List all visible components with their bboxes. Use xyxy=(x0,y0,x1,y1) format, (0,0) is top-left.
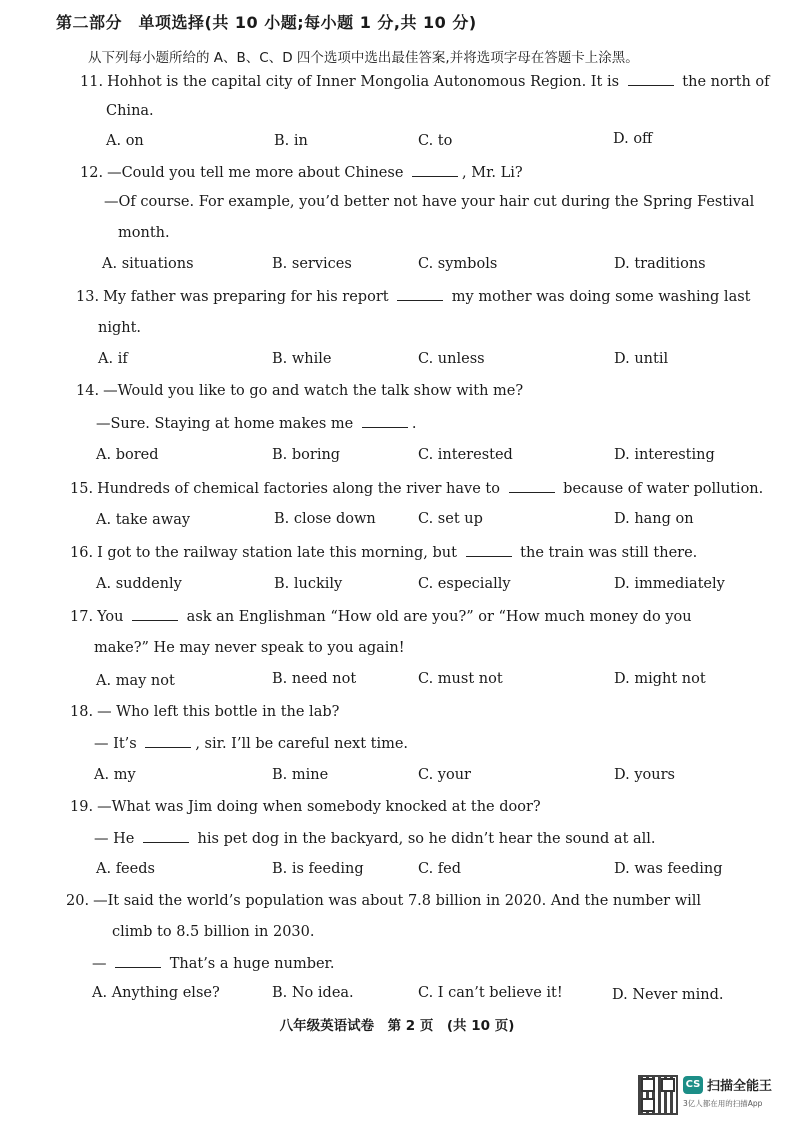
option-c: C. unless xyxy=(418,351,485,367)
answer-blank xyxy=(115,955,161,968)
question-number: 19. xyxy=(70,799,94,815)
camscanner-tagline: 3亿人都在用的扫描App xyxy=(683,1099,763,1108)
answer-blank xyxy=(143,830,189,843)
question-12-line-2: —Of course. For example, you’d better not have your hair cut during the Spring Festival xyxy=(104,194,755,210)
option-c: C. to xyxy=(418,133,453,149)
option-a: A. if xyxy=(98,351,128,367)
question-number: 14. xyxy=(76,383,100,399)
question-14-line-1: 14. —Would you like to go and watch the talk show with me? xyxy=(76,383,524,399)
option-d: D. until xyxy=(614,351,669,367)
option-b: B. in xyxy=(274,133,308,149)
question-12-line-3: month. xyxy=(118,225,170,241)
question-14-line-2: —Sure. Staying at home makes me . xyxy=(96,416,417,432)
option-d: D. Never mind. xyxy=(612,987,724,1003)
option-d: D. off xyxy=(613,131,653,147)
question-17-line-1: 17. You ask an Englishman “How old are you?” or “How much money do you xyxy=(70,609,692,625)
question-11-line-1: 11. Hohhot is the capital city of Inner Mongolia Autonomous Region. It is the north of xyxy=(80,74,770,90)
option-c: C. especially xyxy=(418,576,511,592)
option-c: C. interested xyxy=(418,447,513,463)
question-19-line-1: 19. —What was Jim doing when somebody knocked at the door? xyxy=(70,799,541,815)
option-a: A. take away xyxy=(96,512,191,528)
option-d: D. yours xyxy=(614,767,675,783)
camscanner-logo-icon: CS xyxy=(683,1076,703,1094)
question-20-line-1: 20. —It said the world’s population was about 7.8 billion in 2020. And the number will xyxy=(66,893,702,909)
option-c: C. your xyxy=(418,767,471,783)
option-a: A. on xyxy=(106,133,144,149)
option-d: D. was feeding xyxy=(614,861,723,877)
question-20-line-2: climb to 8.5 billion in 2030. xyxy=(112,924,315,940)
page-footer: 八年级英语试卷 第 2 页 (共 10 页) xyxy=(279,1018,515,1034)
option-a: A. bored xyxy=(96,447,159,463)
question-13-line-2: night. xyxy=(98,320,142,336)
option-c: C. I can’t believe it! xyxy=(418,985,563,1001)
option-c: C. fed xyxy=(418,861,462,877)
question-12-line-1: 12. —Could you tell me more about Chinese , Mr. Li? xyxy=(80,165,523,181)
option-b: B. No idea. xyxy=(272,985,354,1001)
question-number: 16. xyxy=(70,545,94,561)
answer-blank xyxy=(145,735,191,748)
option-b: B. need not xyxy=(272,671,357,687)
option-b: B. luckily xyxy=(274,576,343,592)
option-a: A. situations xyxy=(102,256,194,272)
option-a: A. my xyxy=(94,767,136,783)
option-b: B. while xyxy=(272,351,332,367)
option-b: B. mine xyxy=(272,767,329,783)
option-d: D. hang on xyxy=(614,511,694,527)
question-11-line-2: China. xyxy=(106,103,154,119)
option-d: D. traditions xyxy=(614,256,706,272)
question-number: 17. xyxy=(70,609,94,625)
option-a: A. may not xyxy=(96,673,175,689)
option-c: C. symbols xyxy=(418,256,498,272)
answer-blank xyxy=(362,415,408,428)
question-19-line-2: — He his pet dog in the backyard, so he didn’t hear the sound at all. xyxy=(94,831,656,847)
answer-blank xyxy=(132,608,178,621)
option-b: B. is feeding xyxy=(272,861,364,877)
question-13-line-1: 13. My father was preparing for his report my mother was doing some washing last xyxy=(76,289,751,305)
option-a: A. suddenly xyxy=(96,576,182,592)
option-b: B. boring xyxy=(272,447,341,463)
question-20-line-3: — That’s a huge number. xyxy=(92,956,335,972)
option-d: D. immediately xyxy=(614,576,725,592)
question-number: 12. xyxy=(80,165,104,181)
qr-code-icon xyxy=(638,1075,678,1115)
question-17-line-2: make?” He may never speak to you again! xyxy=(94,640,405,656)
question-number: 18. xyxy=(70,704,94,720)
instruction: 从下列每小题所给的 A、B、C、D 四个选项中选出最佳答案,并将选项字母在答题卡上涂黑。 xyxy=(88,50,639,66)
option-c: C. set up xyxy=(418,511,483,527)
option-c: C. must not xyxy=(418,671,503,687)
option-b: B. close down xyxy=(274,511,376,527)
option-a: A. Anything else? xyxy=(92,985,220,1001)
answer-blank xyxy=(509,480,555,493)
option-a: A. feeds xyxy=(96,861,155,877)
question-16-line-1: 16. I got to the railway station late this morning, but the train was still there. xyxy=(70,545,698,561)
option-b: B. services xyxy=(272,256,352,272)
question-number: 15. xyxy=(70,481,94,497)
answer-blank xyxy=(412,164,458,177)
question-number: 20. xyxy=(66,893,90,909)
question-15-line-1: 15. Hundreds of chemical factories along the river have to because of water pollution. xyxy=(70,481,764,497)
question-number: 11. xyxy=(80,74,104,90)
question-number: 13. xyxy=(76,289,100,305)
answer-blank xyxy=(397,288,443,301)
option-d: D. interesting xyxy=(614,447,715,463)
answer-blank xyxy=(628,73,674,86)
question-18-line-2: — It’s , sir. I’ll be careful next time. xyxy=(94,736,409,752)
camscanner-name: 扫描全能王 xyxy=(707,1079,773,1094)
option-d: D. might not xyxy=(614,671,706,687)
answer-blank xyxy=(466,544,512,557)
section-title: 第二部分 单项选择(共 10 小题;每小题 1 分,共 10 分) xyxy=(56,13,477,32)
question-18-line-1: 18. — Who left this bottle in the lab? xyxy=(70,704,340,720)
